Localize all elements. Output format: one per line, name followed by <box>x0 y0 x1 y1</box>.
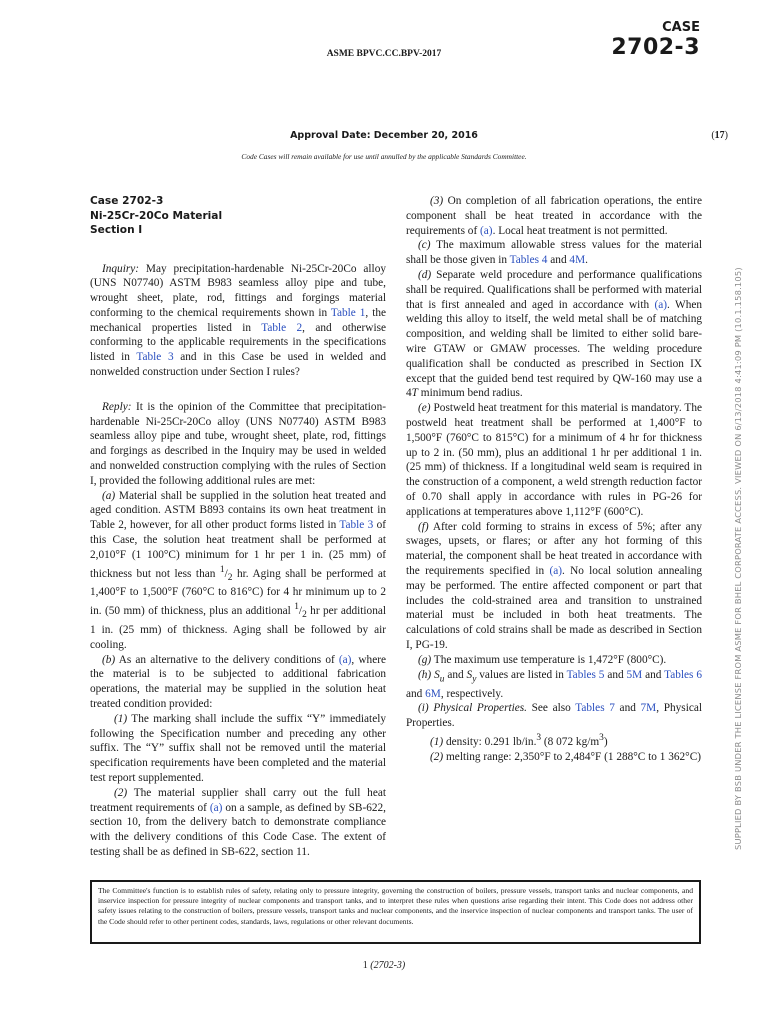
committee-notice-text: The Committee's function is to establish rules of safety, relating only to pressure integrity, governing the construction of boilers, pressure vessels, transport tanks and nuclear components, and inservice inspection for pressure integrity of nuclear components and transport tanks, and to interpret these rules when questions arise regarding their intent. This Code does not address other safety issues relating to the construction of boilers, pressure vessels, transport tanks and nuclear components, and the inservice inspection of nuclear components and transport tanks. The user of the Code should refer to other pertinent codes, standards, laws, regulations or other relevant documents. <box>98 886 693 926</box>
inquiry-label: Inquiry: <box>102 262 140 275</box>
tables-6-link[interactable]: Tables 6 <box>664 668 702 681</box>
table-2-link[interactable]: Table 2 <box>261 321 303 334</box>
rule-g: (g) The maximum use temperature is 1,472°F (800°C). <box>418 653 667 666</box>
case-title-section: Section I <box>90 224 143 236</box>
rule-d: (d) Separate weld procedure and performance qualifications shall be required. Qualifications shall be performed with material that is first annealed and aged in accordance with (a). When welding this alloy to itself, the weld metal shall be of matching composition, and welding shall be limited to either solid bare-wire GTAW or GMAW processes. The welding procedure qualification shall be conducted as prescribed in Section IX except that the guided bend test required by QW-160 may use a 4T minimum bend radius. <box>406 268 702 400</box>
table-3-link[interactable]: Table 3 <box>136 351 174 364</box>
table-4m-link[interactable]: 4M <box>569 254 586 267</box>
rule-a-link[interactable]: (a) <box>549 564 562 577</box>
table-7m-link[interactable]: 7M <box>640 702 657 715</box>
rule-f: (f) After cold forming to strains in excess of 5%; after any swages, upsets, or flares; or after any hot forming of this material, the component shall be heat treated in accordance with the requirements specified in (a). No local solution annealing may be performed. The entire affected component or part that includes the cold-strained area and transition to unstrained material must be included in both heat treatments. The calculations of cold strains shall be made as described in Section I, PG-19. <box>406 520 702 651</box>
approval-date: Approval Date: December 20, 2016 <box>290 130 478 141</box>
rule-h: (h) $S_u$ and $S_y$ values are listed in Tables 5 and 5M and Tables 6 and 6M, respectively. <box>406 668 702 700</box>
rule-a-link[interactable]: (a) <box>338 653 352 666</box>
rule-b3: (3) On completion of all fabrication operations, the entire component shall be heat treated in accordance with the requirements of (a). Local heat treatment is not permitted. <box>406 195 702 237</box>
rule-b2: (2) The material supplier shall carry out the full heat treatment requirements of (a) on a sample, as defined by SB-622, section 10, from the delivery batch to demonstrate compliance with the delivery conditions of this Code Case. The extent of testing shall be as defined in SB-622, section 11. <box>90 786 386 859</box>
revision-marker: (17) <box>711 130 728 141</box>
rule-b: (b) As an alternative to the delivery conditions of (a), where the material is to be subjected to additional fabrication operations, the material may be supplied in the solution heat treated condition provided: <box>90 653 386 711</box>
case-number: 2702-3 <box>611 35 700 60</box>
rule-c: (c) The maximum allowable stress values for the material shall be those given in Tables 4 and 4M. <box>406 239 702 267</box>
rule-i1: (1) density: 0.291 lb/in.$^3$ (8 072 $kg/m^3$) <box>430 732 608 748</box>
footer-case-ref: (2702-3) <box>370 960 406 971</box>
tables-4-link[interactable]: Tables 4 <box>509 254 548 267</box>
inquiry-paragraph: Inquiry: May precipitation-hardenable Ni-25Cr-20Co alloy (UNS N07740) ASTM B983 seamless alloy pipe and tube, wrought sheet, plate, rod, fittings and forgings material conforming to the chemical requirements shown in Table 1, the mechanical properties listed in Table 2, and otherwise conforming to the applicable requirements in the specifications listed in Table 3 and in this Case be used in welded and nonwelded construction under Section I rules? <box>90 262 387 379</box>
table-1-link[interactable]: Table 1 <box>330 306 366 319</box>
tables-5-link[interactable]: Tables 5 <box>566 668 605 681</box>
standard-title: ASME BPVC.CC.BPV-2017 <box>326 49 442 59</box>
case-label: CASE <box>662 20 700 35</box>
table-5m-link[interactable]: 5M <box>626 668 643 681</box>
rule-i: (i) Physical Properties. See also Tables 7 and 7M, Physical Properties. <box>406 702 702 730</box>
case-title-material: Ni-25Cr-20Co Material <box>90 209 223 222</box>
committee-notice-box <box>90 880 701 944</box>
rule-e: (e) Postweld heat treatment for this material is mandatory. The postweld heat treatment shall be performed at 1,400°F to 1,500°F (760°C to 815°C) for a minimum of 4 hr for thickness up to 2 in. (50 mm), plus an additional 1 hr per additional 1 in. (25 mm) of thickness. If a longitudinal weld seam is required in the construction of a component, a weld strength reduction factor of 0.70 shall apply in accordance with rules in PG-26 for applications at temperatures above 1,112°F (600°C). <box>406 402 702 518</box>
reply-label: Reply: <box>102 400 132 413</box>
tables-7-link[interactable]: Tables 7 <box>575 702 615 715</box>
rule-a-link[interactable]: (a) <box>209 801 223 814</box>
left-column <box>90 194 386 860</box>
rule-a-link[interactable]: (a) <box>654 298 668 311</box>
page-footer <box>0 960 768 971</box>
rule-a-link[interactable]: (a) <box>480 224 493 237</box>
table-3-link[interactable]: Table 3 <box>339 519 374 532</box>
case-heading <box>90 194 386 238</box>
right-column <box>406 194 702 764</box>
license-watermark: SUPPLIED BY BSB UNDER THE LICENSE FROM ASME FOR BHEL CORPORATE ACCESS. VIEWED ON 6/13/2018 4:41:09 PM (10.1.158.105) <box>733 267 743 850</box>
rule-b1: (1) The marking shall include the suffix “Y” immediately following the Specification number and preceding any other suffix. The “Y” suffix shall not be removed until the material specification requirements have been completed and the material test report supplemented. <box>90 712 386 785</box>
reply-paragraph: Reply: It is the opinion of the Committee that precipitation-hardenable Ni-25Cr-20Co alloy (UNS N07740) ASTM B983 seamless alloy pipe and tube, wrought sheet, plate, rod, fittings and forgings as described in the Inquiry may be used in welded and nonwelded construction complying with the rules of Section I, provided the following additional rules are met: <box>90 400 386 487</box>
rule-i2: (2) melting range: 2,350°F to 2,484°F (1 288°C to 1 362°C) <box>430 750 701 763</box>
table-6m-link[interactable]: 6M <box>425 687 441 700</box>
case-title-line: Case 2702-3 <box>90 195 164 207</box>
page-number: 1 <box>362 960 371 971</box>
rule-a: (a) Material shall be supplied in the solution heat treated and aged condition. ASTM B893 contains its own heat treatment in Table 2, however, for all other product forms listed in Table 3 of this Case, the solution heat treatment shall be performed at 2,010°F (1 100°C) minimum for 1 hr per 1 in. (25 mm) of thickness but not less than $^1/_2$ hr. Aging shall be performed at 1,400°F to 1,500°F (760°C to 816°C) for 4 hr minimum up to 2 in. (50 mm) of thickness, plus an additional $^1/_2$ hr per additional 1 in. (25 mm) of thickness. Aging shall be followed by air cooling. <box>90 489 386 651</box>
availability-note: Code Cases will remain available for use until annulled by the applicable Standards Committee. <box>241 152 527 161</box>
